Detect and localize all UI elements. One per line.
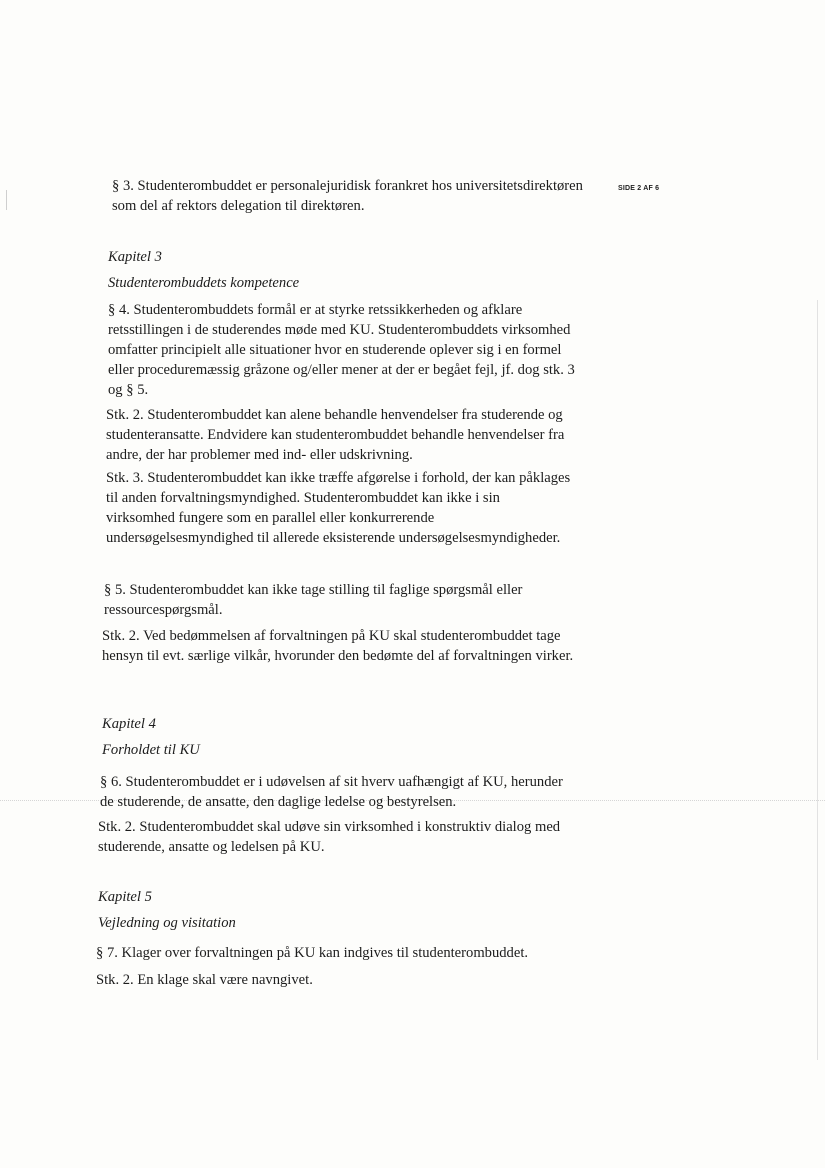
- chapter-3-title: Studenterombuddets kompetence: [108, 275, 300, 291]
- paragraph-6-stk-2: Stk. 2. Studenterombuddet skal udøve sin virksomhed i konstruktiv dialog med studerende, ansatte og ledelsen på KU.: [98, 819, 561, 855]
- chapter-4-number: Kapitel 4: [102, 716, 156, 732]
- paragraph-3: § 3. Studenterombuddet er personalejuridisk forankret hos universitetsdirektøren som del af rektors delegation til direktøren.: [112, 178, 583, 214]
- paragraph-4-stk-2: Stk. 2. Studenterombuddet kan alene behandle henvendelser fra studerende og studenteransatte. Endvidere kan studenterombuddet behandle henvendelser fra andre, der har problemer med ind- eller udskrivning.: [106, 407, 565, 463]
- paragraph-5-stk-2: Stk. 2. Ved bedømmelsen af forvaltningen på KU skal studenterombuddet tage hensyn til evt. særlige vilkår, hvorunder den bedømte del af forvaltningen virker.: [102, 628, 574, 664]
- paragraph-4-stk-3: Stk. 3. Studenterombuddet kan ikke træffe afgørelse i forhold, der kan påklages til anden forvaltningsmyndighed. Studenterombuddet kan ikke i sin virksomhed fungere som en parallel eller konkurrerende undersøgelsesmyndighed til allerede eksisterende undersøgelsesmyndigheder.: [106, 470, 571, 546]
- paragraph-7-stk-2: Stk. 2. En klage skal være navngivet.: [96, 972, 313, 988]
- paragraph-4: § 4. Studenterombuddets formål er at styrke retssikkerheden og afklare retsstillingen i de studerendes møde med KU. Studenterombuddets virksomhed omfatter principielt alle situationer hvor en studerende oplever sig i en formel eller proceduremæssig gråzone og/eller mener at der er begået fejl, jf. dog stk. 3 og § 5.: [108, 302, 575, 398]
- scan-edge-mark: [6, 190, 7, 210]
- chapter-5-number: Kapitel 5: [98, 889, 152, 905]
- scan-edge-mark-right: [817, 300, 818, 1060]
- page-number-label: SIDE 2 AF 6: [618, 185, 660, 192]
- chapter-4-title: Forholdet til KU: [102, 742, 200, 758]
- paragraph-6: § 6. Studenterombuddet er i udøvelsen af sit hverv uafhængigt af KU, herunder de studerende, de ansatte, den daglige ledelse og bestyrelsen.: [100, 774, 563, 810]
- paragraph-7: § 7. Klager over forvaltningen på KU kan indgives til studenterombuddet.: [96, 945, 529, 961]
- chapter-3-number: Kapitel 3: [108, 249, 162, 265]
- paragraph-5: § 5. Studenterombuddet kan ikke tage stilling til faglige spørgsmål eller ressourcespørgsmål.: [104, 582, 523, 618]
- chapter-5-title: Vejledning og visitation: [98, 915, 236, 931]
